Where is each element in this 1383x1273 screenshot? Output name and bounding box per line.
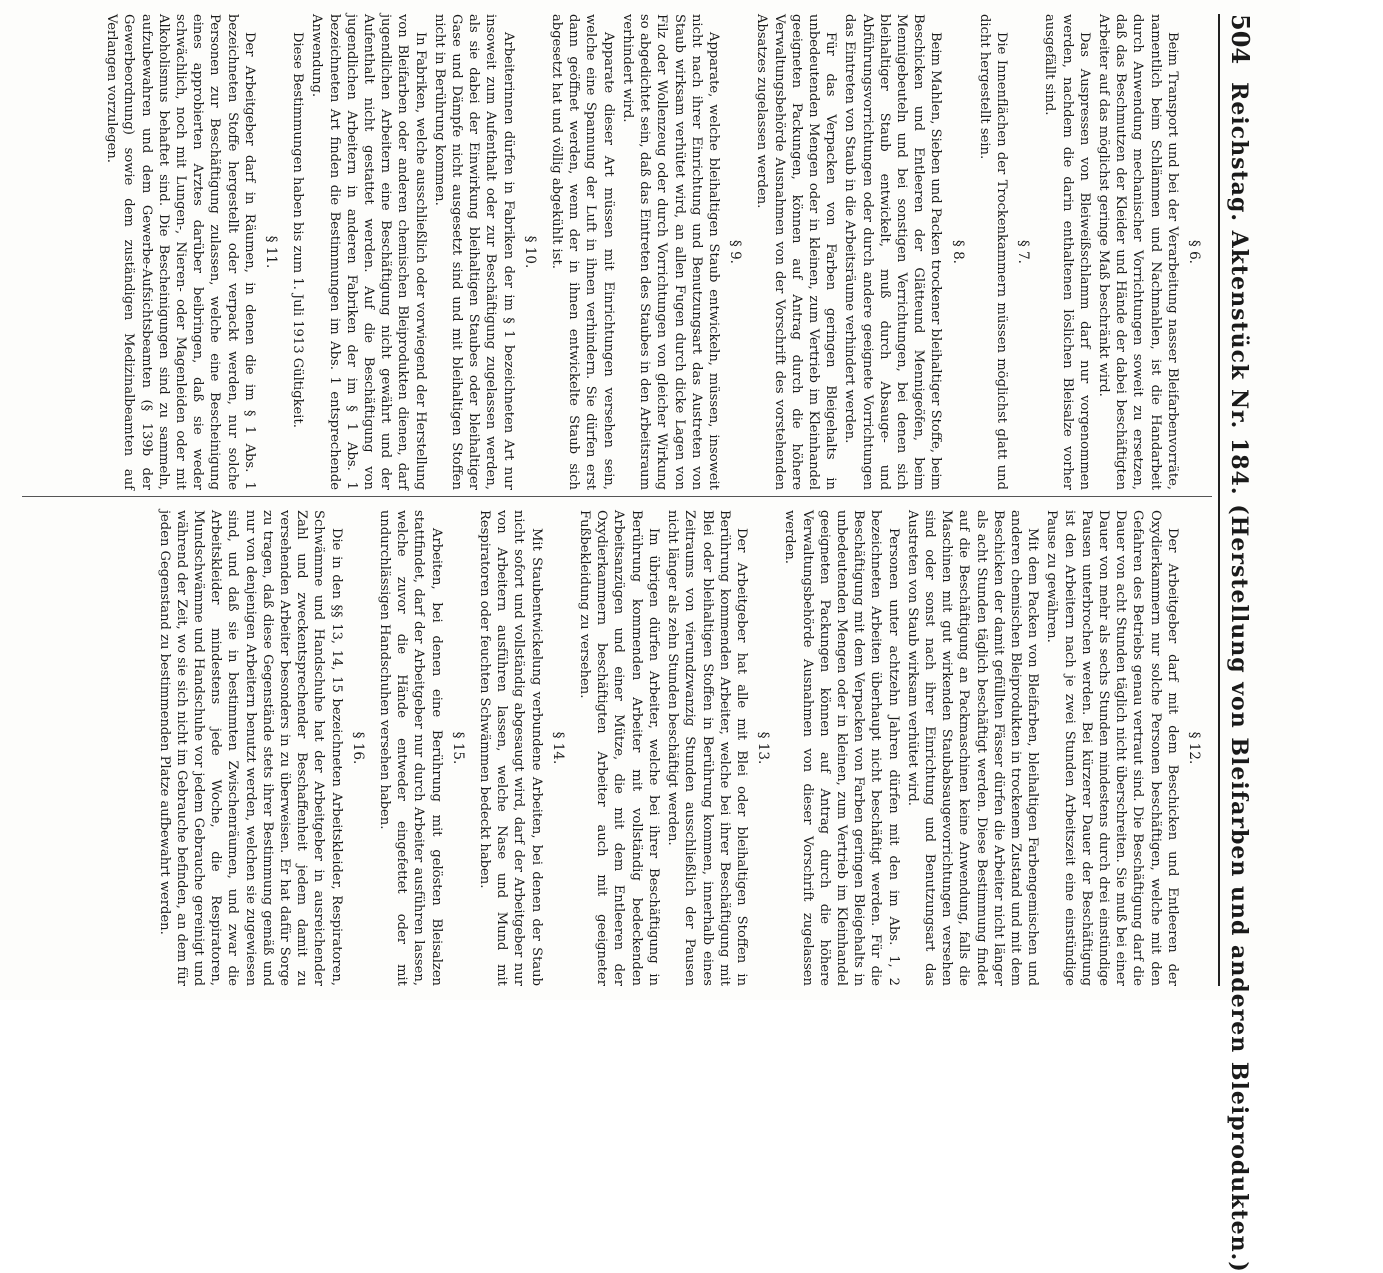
paragraph: Beim Transport und bei der Verarbeitung nasser Bleifarbenvorräte, namentlich beim Schlämmen und Nachmahlen, ist die Handarbeit durch Anwendung mechanischer Vorrichtungen soweit zu ersetzen, daß das Beschmutzen der Kleider und Hände der dabei beschäftigten Arbeiter auf das möglichst geringe Maß beschränkt wird. [1095, 14, 1180, 490]
paragraph: Apparate dieser Art müssen mit Einrichtungen versehen sein, welche eine Spannung der Luft in ihnen verhindern. Sie dürfen erst dann geöffnet werden, wenn der in ihnen entwickelte Staub sich abgesetzt hat und völlig abgekühlt ist. [549, 14, 616, 490]
paragraph: Arbeiten, bei denen eine Berührung mit gelösten Bleisalzen stattfindet, darf der Arbeitgeber nur durch Arbeiter ausführen lassen, welche zuvor die Hände entweder eingefettet oder mit undurchlässigen Handschuhen versehen haben. [377, 510, 444, 986]
section-heading: § 15. [449, 731, 466, 765]
section-heading: § 7. [1015, 240, 1032, 264]
section-heading: § 16. [349, 731, 366, 765]
paragraph: Der Arbeitgeber darf mit dem Beschicken und Entleeren der Oxydierkammern nur solche Personen beschäftigen, welche mit den Gefahren des Betriebs genau vertraut sind. Die Beschäftigung darf die Dauer von acht Stunden täglich nicht überschreiten. Sie muß bei einer Dauer von mehr als sechs Stunden mindestens durch drei einstündige Pausen unterbrochen werden. Bei kürzerer Dauer der Beschäftigung ist den Arbeitern nach je zwei Stunden Arbeitszeit eine einstündige Pause zu gewähren. [1044, 510, 1180, 986]
paragraph: Im übrigen dürfen Arbeiter, welche bei ihrer Beschäftigung in Berührung kommenden Arbeiter mit vollständig bedeckenden Arbeitsanzügen und einer Mütze, die mit dem Entleeren der Oxydierkammern beschäftigten Arbeiter auch mit geeigneter Fußbekleidung zu versehen. [577, 510, 661, 986]
paragraph: Das Auspressen von Bleiweißschlamm darf nur vorgenommen werden, nachdem die darin enthaltenen löslichen Bleisalze vorher ausgefällt sind. [1042, 14, 1092, 490]
section-heading: § 12. [1186, 731, 1202, 765]
page-header [1218, 14, 1286, 1273]
left-column [101, 14, 1212, 490]
paragraph: Mit Staubentwickelung verbundene Arbeiten, bei denen der Staub nicht sofort und vollständig abgesaugt wird, darf der Arbeitgeber nur von Arbeitern ausführen lassen, welche Nase und Mund mit Respiratoren oder feuchten Schwämmen bedeckt haben. [477, 510, 544, 986]
paragraph: Der Arbeitgeber darf in Räumen, in denen die im § 1 Abs. 1 bezeichneten Stoffe hergestellt oder verpackt werden, nur solche Personen zur Beschäftigung zulassen, welche eine Bescheinigung eines approbierten Arztes darüber beibringen, daß sie weder schwächlich, noch mit Lungen-, Nieren- oder Magenleiden oder mit Alkoholismus behaftet sind. Die Bescheinigungen sind zu sammeln, aufzubewahren und dem Gewerbe-Aufsichtsbeamten (§ 139b der Gewerbeordnung) sowie dem zuständigen Medizinalbeamten auf Verlangen vorzulegen. [104, 14, 257, 490]
paragraph: Die Innenflächen der Trockenkammern müssen möglichst glatt und dicht hergestellt sein. [976, 14, 1009, 490]
section-heading: § 6. [1186, 240, 1202, 264]
paragraph: Arbeiterinnen dürfen in Fabriken der im § 1 bezeichneten Art nur insoweit zum Aufenthalt oder zur Beschäftigung zugelassen werden, als sie dabei der Einwirkung bleihaltigen Staubes oder bleihaltiger Gase und Dämpfe nicht ausgesetzt sind und mit bleihaltigen Stoffen nicht in Berührung kommen. [431, 14, 516, 490]
section-heading: § 8. [949, 240, 966, 264]
section-heading: § 14. [549, 731, 566, 765]
paragraph: Mit dem Packen von Bleifarben, bleihaltigen Farbengemischen und anderen chemischen Bleiprodukten in trockenem Zustand und mit dem Beschicken der damit gefüllten Fässer dürfen die Arbeiter nicht länger als acht Stunden täglich beschäftigt werden. Diese Bestimmung findet auf die Beschäftigung an Packmaschinen keine Anwendung, falls die Maschinen mit gut wirkenden Staubabsaugevorrichtungen versehen sind oder sonst nach ihrer Einrichtung und Benutzungsart das Austreten von Staub wirksam verhütet wird. [904, 510, 1041, 986]
page-number: 504 [1226, 14, 1255, 65]
right-column [153, 510, 1212, 986]
paragraph: Personen unter achtzehn Jahren dürfen mit den im Abs. 1, 2 bezeichneten Arbeiten überhaupt nicht beschäftigt werden. Für die Beschäftigung mit dem Verpacken von Farben geringen Bleigehalts in unbedeutenden Mengen oder in kleinen, zum Vertrieb im Kleinhandel geeigneten Packungen können auf Antrag durch die höhere Verwaltungsbehörde Ausnahmen von dieser Vorschrift zugelassen werden. [782, 510, 901, 986]
paragraph: Die in den §§ 13, 14, 15 bezeichneten Arbeitskleider, Respiratoren, Schwämme und Handschuhe hat der Arbeitgeber in ausreichender Zahl und zweckentsprechender Beschaffenheit jedem damit zu versehenden Arbeiter besonders in zu überweisen. Er hat dafür Sorge zu tragen, daß diese Gegenstände stets ihrer Bestimmung gemäß und nur von denjenigen Arbeitern benutzt werden, welchen sie zugewiesen sind, und daß sie in bestimmten Zwischenräumen, und zwar die Arbeitskleider mindestens jede Woche, die Respiratoren, Mundschwämme und Handschuhe vor jedem Gebrauche gereinigt und während der Zeit, wo sie sich nicht im Gebrauche befinden, an dem für jeden Gegenstand zu bestimmenden Platze aufbewahrt werden. [156, 510, 344, 986]
paragraph: Beim Mahlen, Sieben und Packen trockener bleihaltiger Stoffe, beim Beschicken und Entleeren der Glätteund Mennigeöfen, beim Mennigebeuteln und bei sonstigen Verrichtungen, bei denen sich bleihaltiger Staub entwickelt, muß durch Absauge- und Abführungsvorrichtungen oder durch andere geeignete Vorrichtungen das Eintreten von Staub in die Arbeitsräume verhindert werden. [842, 14, 944, 490]
paragraph: Der Arbeitgeber hat alle mit Blei oder bleihaltigen Stoffen in Berührung kommenden Arbeiter, welche bei ihrer Beschäftigung mit Blei oder bleihaltigen Stoffen in Berührung kommen, innerhalb eines Zeitraums von vierundzwanzig Stunden ausschließlich der Pausen nicht länger als zehn Stunden beschäftigt werden. [665, 510, 749, 986]
section-heading: § 10. [521, 235, 538, 269]
section-heading: § 13. [755, 731, 772, 765]
column-divider [22, 496, 1212, 497]
running-title: Reichstag. Aktenstück Nr. 184. (Herstellung von Bleifarben und anderen Bleiprodukten.) [1226, 82, 1252, 1273]
paragraph: Für das Verpacken von Farben geringen Bleigehalts in unbedeutenden Mengen oder in kleinen, zum Vertrieb im Kleinhandel geeigneten Packungen, können auf Antrag durch die höhere Verwaltungsbehörde Ausnahmen von der Vorschrift des vorstehenden Absatzes zugelassen werden. [754, 14, 839, 490]
paragraph: Apparate, welche bleihaltigen Staub entwickeln, müssen, insoweit nicht nach ihrer Einrichtung und Benutzungsart das Austreten von Staub wirksam verhütet wird, an allen Fugen durch dicke Lagen von Filz oder Wollenzeug oder durch Vorrichtungen von gleicher Wirkung so abgedichtet sein, daß das Eintreten des Staubes in den Arbeitsraum verhindert wird. [619, 14, 721, 490]
section-heading: § 9. [727, 240, 744, 264]
section-heading: § 11. [263, 235, 280, 269]
paragraph: Diese Bestimmungen haben bis zum 1. Juli 1913 Gültigkeit. [290, 32, 306, 428]
paragraph: In Fabriken, welche ausschließlich oder vorwiegend der Herstellung von Bleifarben oder anderen chemischen Bleiprodukten dienen, darf jugendlichen Arbeitern eine Beschäftigung nicht gewährt und der Aufenthalt nicht gestattet werden. Auf die Beschäftigung von jugendlichen Arbeitern in anderen Fabriken der im § 1 Abs. 1 bezeichneten Art finden die Bestimmungen im Abs. 1 entsprechende Anwendung. [309, 14, 428, 490]
